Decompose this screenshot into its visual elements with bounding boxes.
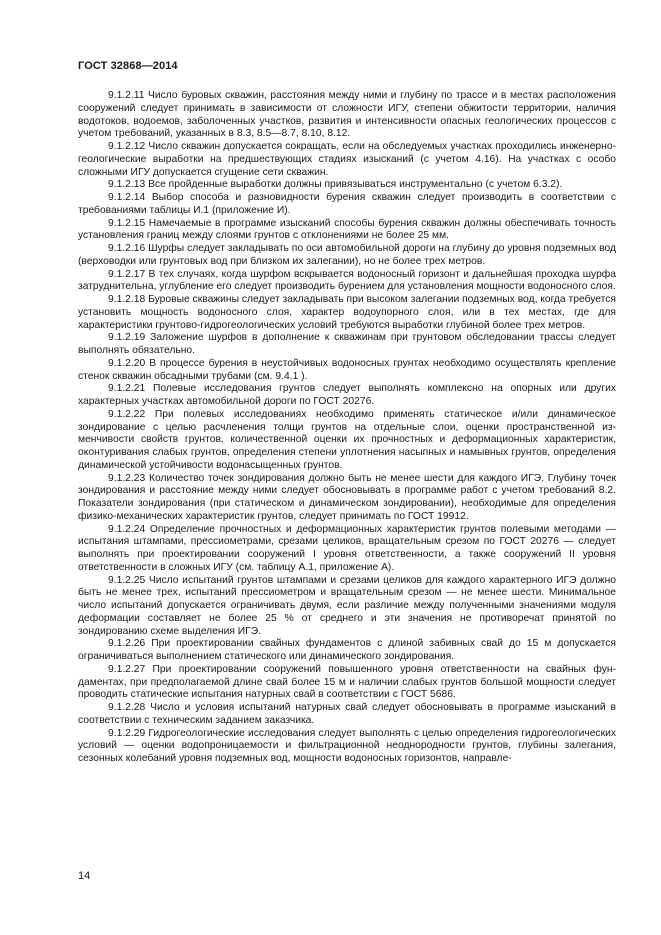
paragraph-9-1-2-13: 9.1.2.13 Все пройденные выработки должны привязываться инструментально (с учетом 6.3.2). (108, 179, 563, 191)
paragraph-9-1-2-20: 9.1.2.20 В процессе бурения в неустойчивых водоносных грунтах необходимо осуществлять крепление стенок скважин обсадными трубами (см. 9.4.1 ). (78, 357, 616, 382)
document-header: ГОСТ 32868—2014 (78, 60, 178, 72)
paragraph-9-1-2-22: 9.1.2.22 При полевых исследованиях необходимо применять статическое и/или динамическое зондирование с целью расчленения толщи грунтов на отдельные слои, оценки пространственной изменчивости свойств грунтов, количественной оценки их прочностных и деформационных характеристик, оконтуривания слабых грунтов, определения степени уплотнения насыпных и намывных грунтов, определения динамической устойчивости водонасыщенных грунтов. (78, 408, 616, 471)
paragraph-9-1-2-25: 9.1.2.25 Число испытаний грунтов штампами и срезами целиков для каждого характерного ИГЭ должно быть не менее трех, испытаний прессиометром и вращательным срезом — не менее шести. Минимальное число испытаний допускается ограничивать двумя, если различие между полученными значениями модуля деформации составляет не более 25 % от среднего и эти значения не противоречат принятой по зондированию схеме выделения ИГЭ. (78, 574, 616, 637)
paragraph-9-1-2-23: 9.1.2.23 Количество точек зондирования должно быть не менее шести для каждого ИГЭ. Глубину точек зондирования и расстояние между ними следует обосновывать в программе работ с учетом требований 8.2. Показатели зондирования (при статическом и динамическом зондировании), необходимые для определения физико-механических характеристик грунтов, следует принимать по ГОСТ 19912. (78, 472, 616, 522)
paragraph-9-1-2-12: 9.1.2.12 Число скважин допускается сокращать, если на обследуемых участках проходились инженерно-геологические выработки на предшествующих стадиях изысканий (с учетом 4.16). На участках с особо сложными ИГУ допускается сгущение сети скважин. (78, 141, 616, 178)
page-number: 14 (78, 870, 91, 882)
paragraph-9-1-2-24: 9.1.2.24 Определение прочностных и деформационных характеристик грунтов полевыми методами — испытания штампами, прессиометрами, срезами целиков, вращательным срезом по ГОСТ 20276 — следует выполнять при проектировании сооружений I уровня ответственности, а также сооружений II уровня ответственности в сложных ИГУ (см. таблицу А.1, приложение А). (78, 523, 616, 573)
paragraph-9-1-2-17: 9.1.2.17 В тех случаях, когда шурфом вскрывается водоносный горизонт и дальнейшая проходка шурфа затруднительна, углубление его следует производить бурением для установления мощности водоносного слоя. (78, 268, 616, 293)
paragraph-9-1-2-27: 9.1.2.27 При проектировании сооружений повышенного уровня ответственности на свайных фундаментах, при предполагаемой длине свай более 15 м и наличии слабых грунтов большой мощности следует проводить статические испытания натурных свай в соответствии с ГОСТ 5686. (78, 663, 616, 701)
paragraph-9-1-2-14: 9.1.2.14 Выбор способа и разновидности бурения скважин следует производить в соответствии с требованиями таблицы И.1 (приложение И). (78, 192, 616, 216)
paragraph-9-1-2-15: 9.1.2.15 Намечаемые в программе изысканий способы бурения скважин должны обеспечивать точность установления границ между слоями грунтов с отклонениями не более 25 мм. (78, 217, 616, 242)
paragraph-9-1-2-26: 9.1.2.26 При проектировании свайных фундаментов с длиной забивных свай до 15 м допускается ограничиваться выполнением статического или динамического зондирования. (78, 638, 616, 662)
paragraph-9-1-2-18: 9.1.2.18 Буровые скважины следует закладывать при высоком залегании подземных вод, когда требуется установить мощность водоносного слоя, характер водоупорного слоя, или в тех местах, где для характеристики грунтово-гидрогеологических условий требуются выработки глубиной более трех метров. (78, 294, 616, 331)
paragraph-9-1-2-16: 9.1.2.16 Шурфы следует закладывать по оси автомобильной дороги на глубину до уровня подземных вод (верховодки или грунтовых вод при близком их залегании), но не более трех метров. (78, 243, 616, 267)
paragraph-9-1-2-29: 9.1.2.29 Гидрогеологические исследования следует выполнять с целью определения гидрогеологических условий — оценки водопроницаемости и фильтрационной неоднородности грунтов, глубины залегания, сезонных колебаний уровня подземных вод, мощности водоносных горизонтов, направле- (78, 727, 616, 764)
paragraph-9-1-2-21: 9.1.2.21 Полевые исследования грунтов следует выполнять комплексно на опорных или других характерных участках автомобильной дороги по ГОСТ 20276. (78, 383, 616, 407)
paragraph-9-1-2-19: 9.1.2.19 Заложение шурфов в дополнение к скважинам при грунтовом обследовании трассы следует выполнять обязательно. (78, 332, 616, 356)
document-body (78, 90, 616, 766)
paragraph-9-1-2-11: 9.1.2.11 Число буровых скважин, расстояния между ними и глубину по трассе и в местах расположения сооружений следует принимать в зависимости от сложности ИГУ, степени обжитости территории, наличия водотоков, водоемов, заболоченных участков, развития и интенсивности опасных геологических процессов с учетом требований, указанных в 8.3, 8.5—8.7, 8.10, 8.12. (78, 90, 616, 140)
paragraph-9-1-2-28: 9.1.2.28 Число и условия испытаний натурных свай следует обосновывать в программе изысканий в соответствии с техническим заданием заказчика. (78, 702, 616, 726)
